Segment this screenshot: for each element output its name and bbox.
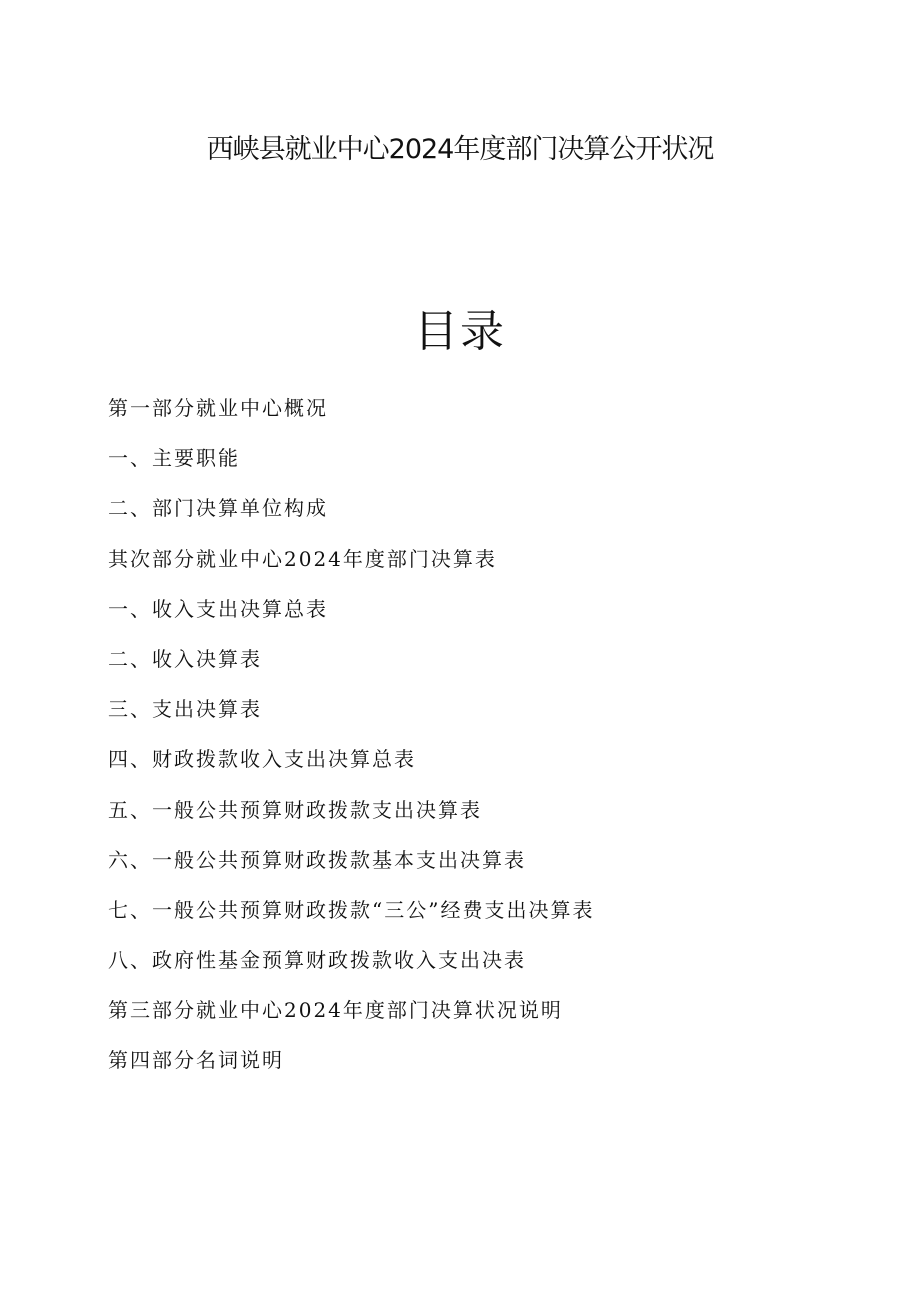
toc-item-part-3: 第三部分就业中心2024年度部门决算状况说明: [108, 998, 563, 1023]
toc-item-income-table: 二、收入决算表: [108, 646, 262, 671]
toc-item-fiscal-summary: 四、财政拨款收入支出决算总表: [108, 747, 416, 772]
toc-item-part-1: 第一部分就业中心概况: [108, 396, 328, 420]
toc-item-main-functions: 一、主要职能: [108, 446, 240, 471]
toc-item-part-2: 其次部分就业中心2024年度部门决算表: [108, 546, 497, 571]
toc-item-part-4: 第四部分名词说明: [108, 1048, 284, 1073]
toc-heading: 目录: [414, 306, 506, 357]
toc-item-government-fund: 八、政府性基金预算财政拨款收入支出决表: [108, 948, 526, 973]
toc-item-general-budget-expense: 五、一般公共预算财政拨款支出决算表: [108, 797, 482, 822]
table-of-contents: [108, 392, 594, 1095]
toc-item-unit-composition: 二、部门决算单位构成: [108, 496, 328, 521]
toc-item-three-public-expenses: 七、一般公共预算财政拨款“三公”经费支出决算表: [108, 897, 595, 922]
toc-item-income-expense-summary: 一、收入支出决算总表: [108, 596, 328, 621]
toc-item-expense-table: 三、支出决算表: [108, 697, 262, 722]
document-title: 西峡县就业中心2024年度部门决算公开状况: [206, 134, 714, 165]
toc-item-general-budget-basic-expense: 六、一般公共预算财政拨款基本支出决算表: [108, 847, 526, 872]
